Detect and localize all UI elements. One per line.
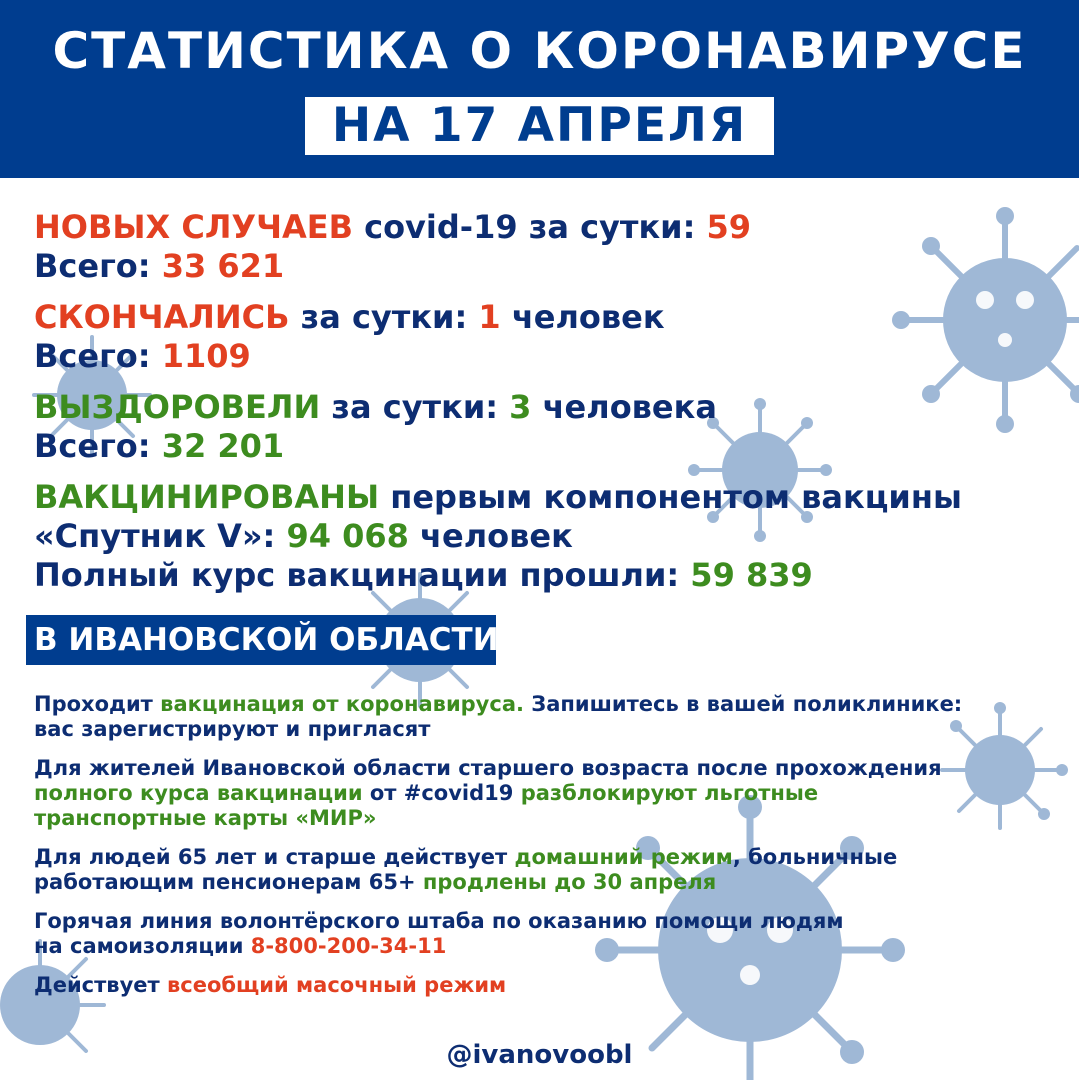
recovered-label: ВЫЗДОРОВЕЛИ — [34, 388, 321, 426]
social-handle: @ivanovoobl — [446, 1040, 633, 1070]
statistics-section — [34, 208, 962, 607]
note-highlight: транспортные карты «МИР» — [34, 806, 377, 830]
note-home-regime — [34, 845, 962, 895]
vaccine-name: «Спутник V»: — [34, 517, 287, 555]
note-text: Запишитесь в вашей поликлинике: — [523, 692, 963, 716]
note-text: вас зарегистрируют и пригласят — [34, 717, 431, 741]
note-highlight: всеобщий масочный режим — [166, 973, 507, 997]
deaths-unit: человек — [500, 298, 665, 336]
note-highlight: полного курса вакцинации — [34, 781, 363, 805]
region-notes — [34, 692, 962, 1012]
new-cases-label: НОВЫХ СЛУЧАЕВ — [34, 208, 353, 246]
vaccinated-block — [34, 478, 962, 595]
vaccinated-text: первым компонентом вакцины — [379, 478, 962, 516]
note-hotline — [34, 909, 962, 959]
region-heading: В ИВАНОВСКОЙ ОБЛАСТИ: — [26, 615, 496, 665]
deaths-label: СКОНЧАЛИСЬ — [34, 298, 290, 336]
deaths-day-value: 1 — [478, 298, 501, 336]
deaths-text: за сутки: — [289, 298, 479, 336]
new-cases-total-value: 33 621 — [161, 247, 285, 285]
recovered-total-label: Всего: — [34, 427, 162, 465]
recovered-day-value: 3 — [509, 388, 532, 426]
deaths-total-label: Всего: — [34, 337, 162, 375]
note-text: на самоизоляции — [34, 934, 251, 958]
note-text: Проходит — [34, 692, 161, 716]
note-mask-regime — [34, 973, 962, 998]
hotline-phone: 8-800-200-34-11 — [250, 934, 447, 958]
note-text: работающим пенсионерам 65+ — [34, 870, 423, 894]
new-cases-total-label: Всего: — [34, 247, 162, 285]
note-text: от #covid19 — [362, 781, 521, 805]
deaths-total-value: 1109 — [161, 337, 251, 375]
vaccinated-count: 94 068 — [286, 517, 409, 555]
note-text: , больничные — [732, 845, 898, 869]
full-course-value: 59 839 — [690, 556, 813, 594]
date-label: НА 17 АПРЕЛЯ — [305, 97, 774, 155]
recovered-text: за сутки: — [320, 388, 510, 426]
note-highlight: вакцинация от коронавируса. — [160, 692, 524, 716]
new-cases-block — [34, 208, 962, 286]
full-course-label: Полный курс вакцинации прошли: — [34, 556, 691, 594]
vaccinated-unit: человек — [408, 517, 573, 555]
note-text: Для жителей Ивановской области старшего возраста после прохождения — [34, 756, 942, 780]
recovered-total-value: 32 201 — [161, 427, 285, 465]
vaccinated-label: ВАКЦИНИРОВАНЫ — [34, 478, 380, 516]
header-banner — [0, 0, 1079, 178]
new-cases-day-value: 59 — [706, 208, 752, 246]
new-cases-text: covid-19 за сутки: — [352, 208, 707, 246]
note-text: Для людей 65 лет и старше действует — [34, 845, 515, 869]
page-title: СТАТИСТИКА О КОРОНАВИРУСЕ — [52, 22, 1027, 80]
note-transport-cards — [34, 756, 962, 831]
note-text: Горячая линия волонтёрского штаба по оказанию помощи людям — [34, 909, 844, 933]
note-text: Действует — [34, 973, 167, 997]
note-highlight: домашний режим — [514, 845, 733, 869]
recovered-block — [34, 388, 962, 466]
note-highlight: продлены до 30 апреля — [422, 870, 717, 894]
note-highlight: разблокируют льготные — [520, 781, 819, 805]
note-vaccination — [34, 692, 962, 742]
deaths-block — [34, 298, 962, 376]
recovered-unit: человека — [531, 388, 717, 426]
